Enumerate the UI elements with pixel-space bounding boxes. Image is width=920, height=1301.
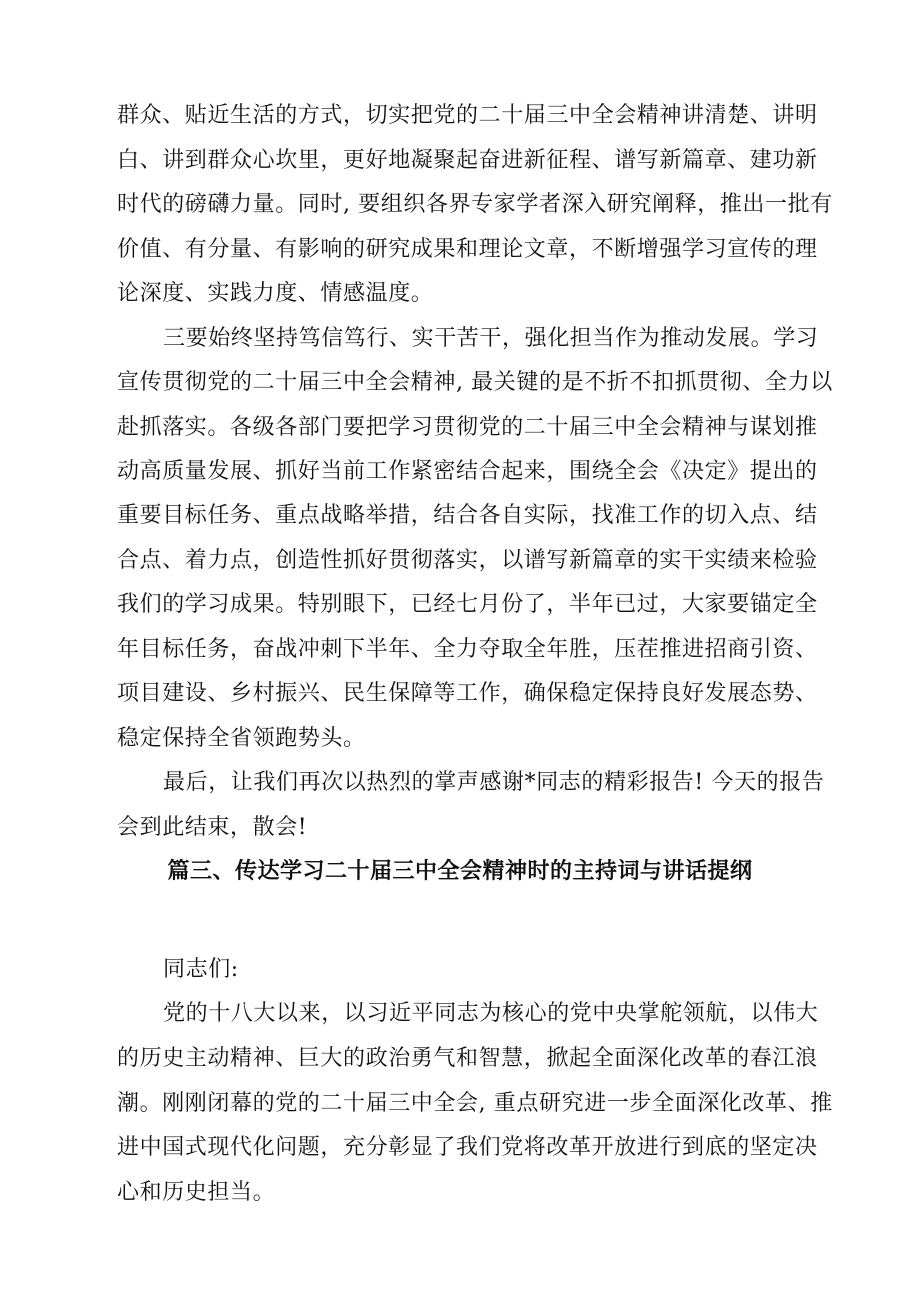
paragraph-line: 稳定保持全省领跑势头。 (117, 726, 366, 751)
paragraph-line: 赴抓落实。各级各部门要把学习贯彻党的二十届三中全会精神与谋划推 (117, 415, 818, 440)
paragraph-line: 最后，让我们再次以热烈的掌声感谢*同志的精彩报告! 今天的报告 (163, 770, 825, 795)
paragraph-line: 时代的磅礴力量。同时, 要组织各界专家学者深入研究阐释，推出一批有 (117, 192, 833, 217)
paragraph-line: 论深度、实践力度、情感温度。 (117, 281, 434, 306)
paragraph-line: 进中国式现代化问题，充分彰显了我们党将改革开放进行到底的坚定决 (117, 1135, 818, 1160)
paragraph-line: 群众、贴近生活的方式，切实把党的二十届三中全会精神讲清楚、讲明 (117, 103, 818, 128)
paragraph-line: 重要目标任务、重点战略举措，结合各自实际，找准工作的切入点、结 (117, 503, 818, 528)
paragraph-line: 的历史主动精神、巨大的政治勇气和智慧，掀起全面深化改革的春江浪 (117, 1046, 818, 1071)
paragraph-line: 年目标任务，奋战冲刺下半年、全力夺取全年胜，压茬推进招商引资、 (117, 637, 818, 662)
salutation: 同志们: (163, 957, 239, 982)
section-heading: 篇三、传达学习二十届三中全会精神时的主持词与讲话提纲 (167, 858, 753, 884)
paragraph-line: 项目建设、乡村振兴、民生保障等工作，确保稳定保持良好发展态势、 (117, 681, 818, 706)
paragraph-line: 合点、着力点，创造性抓好贯彻落实，以谱写新篇章的实干实绩来检验 (117, 548, 818, 573)
paragraph-line: 潮。刚刚闭幕的党的二十届三中全会, 重点研究进一步全面深化改革、推 (117, 1091, 833, 1116)
paragraph-line: 白、讲到群众心坎里，更好地凝聚起奋进新征程、谱写新篇章、建功新 (117, 148, 818, 173)
paragraph-line: 价值、有分量、有影响的研究成果和理论文章，不断增强学习宣传的理 (117, 237, 818, 262)
paragraph-line: 会到此结束，散会! (117, 815, 308, 840)
paragraph-line: 宣传贯彻党的二十届三中全会精神, 最关键的是不折不扣抓贯彻、全力以 (117, 370, 833, 395)
paragraph-line: 我们的学习成果。特别眼下，已经七月份了，半年已过，大家要锚定全 (117, 592, 818, 617)
paragraph-line: 三要始终坚持笃信笃行、实干苦干，强化担当作为推动发展。学习 (163, 326, 819, 351)
paragraph-line: 心和历史担当。 (117, 1180, 276, 1205)
paragraph-line: 党的十八大以来，以习近平同志为核心的党中央掌舵领航，以伟大 (163, 1001, 819, 1026)
paragraph-line: 动高质量发展、抓好当前工作紧密结合起来，围绕全会《决定》提出的 (117, 459, 818, 484)
